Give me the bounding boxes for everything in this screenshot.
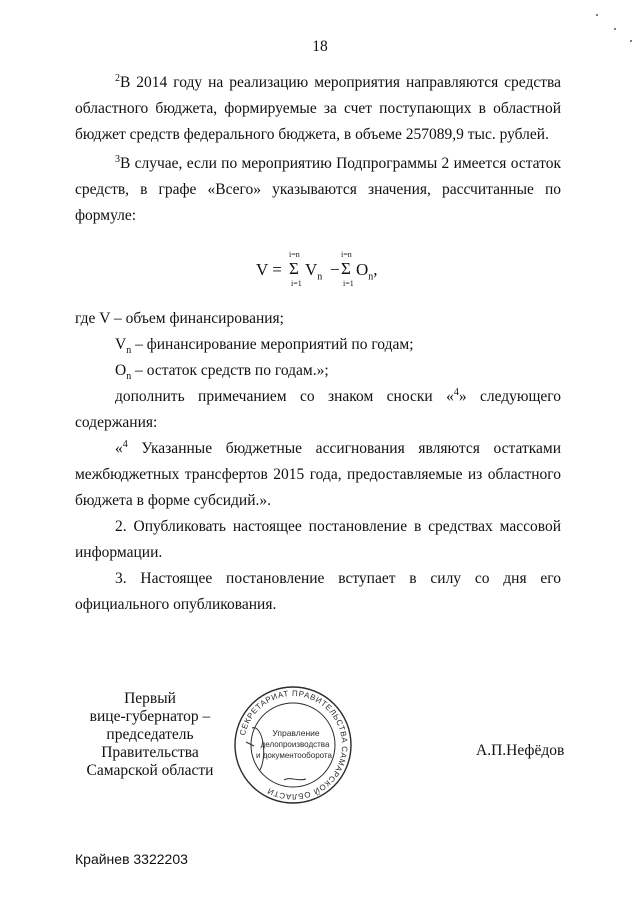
footnote-4: «$^4$ Указанные бюджетные ассигнования являются остатками межбюджетных трансфертов 2015 года, предоставляемые из областного бюджета в форме субсидий.». xyxy=(75,438,561,509)
item-3: 3. Настоящее постановление вступает в силу со дня его официального опубликования. xyxy=(75,570,561,613)
sum-upper-limit: i=n xyxy=(341,250,352,259)
footnote-mark: 4 xyxy=(453,386,459,398)
footnote-mark: 4 xyxy=(122,438,128,450)
signatory-title: Первый вице-губернатор – председатель Правительства Самарской области xyxy=(86,690,214,779)
formula-minus: − xyxy=(330,260,340,279)
sum-upper-limit: i=n xyxy=(289,250,300,259)
executor-line: Крайнев 3322203 xyxy=(75,851,188,867)
scan-speck xyxy=(614,28,616,30)
svg-text:Управление: Управление xyxy=(272,728,320,738)
formula xyxy=(256,250,396,290)
formula-lhs: V = xyxy=(256,260,282,279)
footnote-mark: 3 xyxy=(115,153,120,165)
definition-o: $O_n$ – остаток средств по годам.»; xyxy=(115,362,329,383)
footnote-3 xyxy=(75,151,561,229)
official-stamp xyxy=(232,684,354,806)
footnote-4-text: Указанные бюджетные ассигнования являются остатками межбюджетных трансфертов 2015 года, предоставляемые из областного бюджета в форме субсидий.». xyxy=(75,440,561,509)
formula-v: $V_n$ xyxy=(305,260,323,283)
supplement-instruction: дополнить примечанием со знаком сноски «$^4$» следующего содержания: xyxy=(75,386,561,431)
item-2: 2. Опубликовать настоящее постановление в средствах массовой информации. xyxy=(75,518,561,561)
svg-text:СЕКРЕТАРИАТ ПРАВИТЕЛЬСТВА САМА: СЕКРЕТАРИАТ ПРАВИТЕЛЬСТВА САМАРСКОЙ ОБЛАСТИ xyxy=(237,688,350,802)
definition-v: $V_n$ – финансирование мероприятий по годам; xyxy=(115,336,414,357)
footnote-3-text: В случае, если по мероприятию Подпрограммы 2 имеется остаток средств, в графе «Всего» указываются значения, рассчитанные по формуле: xyxy=(75,155,561,224)
scan-speck xyxy=(596,14,598,16)
where-line: где V – объем финансирования; xyxy=(75,310,284,327)
signatory-name: А.П.Нефёдов xyxy=(476,742,565,759)
svg-text:и документооборота: и документооборота xyxy=(256,751,332,760)
footnote-2-text: В 2014 году на реализацию мероприятия направляются средства областного бюджета, формируемые за счет поступающих в областной бюджет средств федерального бюджета, в объеме 257089,9 тыс. рублей. xyxy=(75,74,561,143)
sum-lower-limit: i=1 xyxy=(343,279,354,288)
footnote-2 xyxy=(75,70,561,148)
footnote-mark: 2 xyxy=(115,72,120,84)
scan-speck xyxy=(630,40,632,42)
formula-o: $O_n$, xyxy=(356,260,378,283)
svg-text:делопроизводства: делопроизводства xyxy=(260,740,330,749)
page-number: 18 xyxy=(312,38,328,55)
sum-symbol: Σ xyxy=(289,259,299,278)
sum-symbol: Σ xyxy=(341,259,351,278)
sum-lower-limit: i=1 xyxy=(291,279,302,288)
